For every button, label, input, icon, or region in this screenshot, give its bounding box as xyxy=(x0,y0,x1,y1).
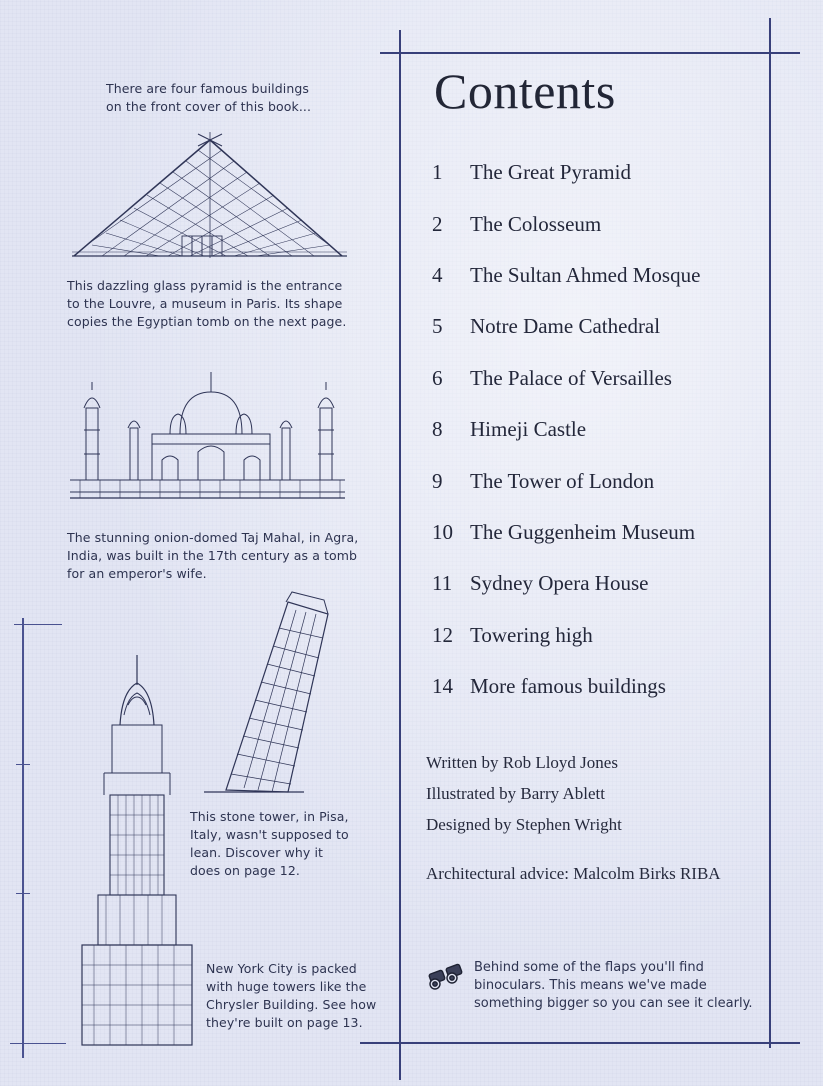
page-number: 2 xyxy=(432,211,443,236)
louvre-pyramid-illustration xyxy=(62,128,352,268)
pisa-caption: This stone tower, in Pisa, Italy, wasn't supposed to lean. Discover why it does on page 12. xyxy=(190,809,349,878)
page-number: 12 xyxy=(432,622,453,647)
frame-tick-top-left xyxy=(393,52,407,54)
dimension-tick xyxy=(14,624,62,625)
contents-item[interactable] xyxy=(432,507,762,558)
chrysler-caption: New York City is packed with huge towers like the Chrysler Building. See how they're built on page 13. xyxy=(206,961,377,1030)
pisa-tower-illustration xyxy=(200,590,340,800)
contents-title: Contents xyxy=(434,63,616,119)
page-number: 1 xyxy=(432,160,443,185)
page-number: 8 xyxy=(432,417,443,442)
page-number: 4 xyxy=(432,262,443,287)
contents-item-label: Himeji Castle xyxy=(470,417,587,442)
contents-item[interactable] xyxy=(432,147,762,198)
louvre-caption: This dazzling glass pyramid is the entrance to the Louvre, a museum in Paris. Its shape copies the Egyptian tomb on the next page. xyxy=(67,278,347,329)
dimension-tick xyxy=(16,893,30,894)
binoculars-note: Behind some of the flaps you'll find binoculars. This means we've made something bigger so you can see it clearly. xyxy=(474,960,753,1011)
page-number: 10 xyxy=(432,519,453,544)
contents-item-label: Sydney Opera House xyxy=(470,571,649,596)
page-number: 6 xyxy=(432,365,443,390)
contents-item-label: The Colosseum xyxy=(470,211,602,236)
contents-item[interactable] xyxy=(432,455,762,506)
credit-advice: Architectural advice: Malcolm Birks RIBA xyxy=(426,864,721,883)
credit-illustrated: Illustrated by Barry Ablett xyxy=(426,784,605,803)
intro-caption: There are four famous buildings on the front cover of this book... xyxy=(106,81,312,114)
contents-item[interactable] xyxy=(432,661,762,712)
credits xyxy=(426,750,622,843)
frame-line-top xyxy=(380,52,800,54)
frame-line-right xyxy=(769,18,771,1048)
dimension-tick xyxy=(10,1043,66,1044)
credit-written: Written by Rob Lloyd Jones xyxy=(426,753,618,772)
contents-item-label: The Tower of London xyxy=(470,468,655,493)
contents-item[interactable] xyxy=(432,353,762,404)
taj-mahal-caption: The stunning onion-domed Taj Mahal, in Agra, India, was built in the 17th century as a tomb for an emperor's wife. xyxy=(67,530,359,581)
contents-item-label: Notre Dame Cathedral xyxy=(470,314,661,339)
page-number: 9 xyxy=(432,468,443,493)
contents-item[interactable] xyxy=(432,558,762,609)
frame-line-bottom xyxy=(360,1042,800,1044)
contents-item[interactable] xyxy=(432,610,762,661)
dimension-tick xyxy=(16,764,30,765)
page-number: 11 xyxy=(432,571,453,596)
contents-item[interactable] xyxy=(432,250,762,301)
contents-item[interactable] xyxy=(432,198,762,249)
contents-item-label: The Great Pyramid xyxy=(470,160,631,185)
contents-item-label: The Guggenheim Museum xyxy=(470,519,696,544)
contents-item-label: The Palace of Versailles xyxy=(470,365,672,390)
credit-designed: Designed by Stephen Wright xyxy=(426,815,622,834)
contents-item-label: More famous buildings xyxy=(470,674,666,699)
contents-item[interactable] xyxy=(432,404,762,455)
contents-item[interactable] xyxy=(432,301,762,352)
dimension-line-vertical xyxy=(22,618,24,1058)
binoculars-icon xyxy=(427,962,467,992)
contents-list xyxy=(432,147,762,712)
contents-item-label: Towering high xyxy=(470,622,593,647)
contents-item-label: The Sultan Ahmed Mosque xyxy=(470,262,701,287)
frame-line-left xyxy=(399,30,401,1080)
page-number: 5 xyxy=(432,314,443,339)
chrysler-building-illustration xyxy=(70,655,220,1055)
page-number: 14 xyxy=(432,674,453,699)
taj-mahal-illustration xyxy=(70,368,350,518)
